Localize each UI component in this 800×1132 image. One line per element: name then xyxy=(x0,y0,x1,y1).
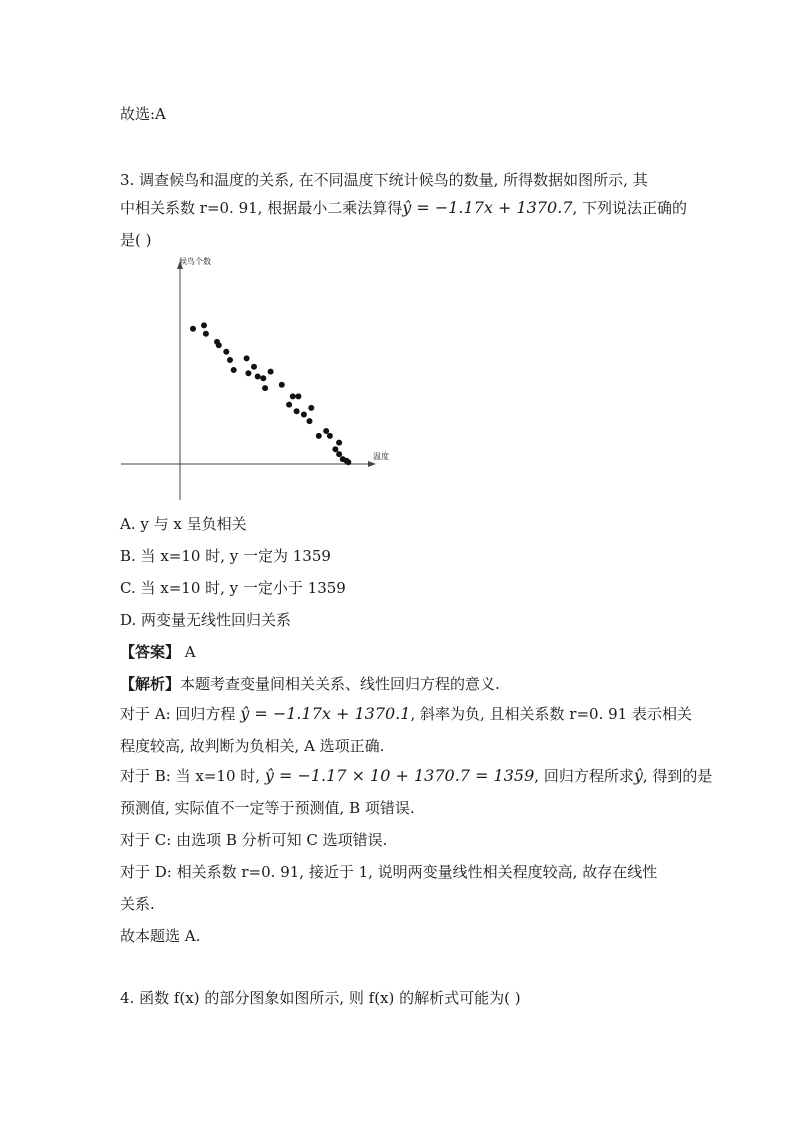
data-point-28 xyxy=(336,451,342,457)
data-point-7 xyxy=(231,367,237,373)
data-point-19 xyxy=(294,408,300,414)
data-point-17 xyxy=(290,393,296,399)
analysis-b-formula: ŷ = −1.17 × 10 + 1370.7 = 1359 xyxy=(264,766,535,785)
analysis-intro: 本题考查变量间相关关系、线性回归方程的意义. xyxy=(180,675,500,693)
data-point-31 xyxy=(345,459,351,465)
analysis-label: 【解析】 xyxy=(120,675,181,693)
data-point-15 xyxy=(279,382,285,388)
answer-label: 【答案】 xyxy=(120,643,181,661)
analysis-b-text-tail: , 得到的是 xyxy=(642,767,713,785)
data-point-22 xyxy=(308,405,314,411)
prev-answer: 故选:A xyxy=(120,105,166,123)
option-b: B. 当 x=10 时, y 一定为 1359 xyxy=(120,547,331,565)
analysis-a-line-1 xyxy=(120,704,692,724)
data-point-23 xyxy=(316,433,322,439)
x-axis xyxy=(121,461,376,467)
analysis-intro-line xyxy=(120,674,500,694)
analysis-b-text: 对于 B: 当 x=10 时, xyxy=(120,767,261,785)
scatter-chart xyxy=(115,255,405,505)
q3-stem-text: 中相关系数 r=0. 91, 根据最小二乘法算得 xyxy=(120,199,403,217)
analysis-a-text-tail: , 斜率为负, 且相关系数 r=0. 91 表示相关 xyxy=(410,705,692,723)
data-point-21 xyxy=(307,418,313,424)
data-point-0 xyxy=(190,326,196,332)
analysis-d-line-1: 对于 D: 相关系数 r=0. 91, 接近于 1, 说明两变量线性相关程度较高, 故存在线性 xyxy=(120,863,658,881)
data-point-18 xyxy=(295,393,301,399)
analysis-a-text: 对于 A: 回归方程 xyxy=(120,705,236,723)
analysis-b-line-2: 预测值, 实际值不一定等于预测值, B 项错误. xyxy=(120,799,415,817)
data-point-24 xyxy=(323,428,329,434)
analysis-a-formula: ŷ = −1.17x + 1370.1 xyxy=(240,704,411,723)
x-axis-label: 温度 xyxy=(373,452,389,461)
data-point-4 xyxy=(216,342,222,348)
q3-stem-line-2 xyxy=(120,198,687,218)
analysis-b-line-1 xyxy=(120,766,712,786)
q3-stem-line-1: 3. 调查候鸟和温度的关系, 在不同温度下统计候鸟的数量, 所得数据如图所示, 其 xyxy=(120,171,648,189)
conclusion-line: 故本题选 A. xyxy=(120,927,201,945)
answer-line xyxy=(120,642,196,662)
answer-value: A xyxy=(184,643,196,661)
data-point-8 xyxy=(244,355,250,361)
data-point-2 xyxy=(201,322,207,328)
data-points xyxy=(190,322,351,465)
q4-stem: 4. 函数 f(x) 的部分图象如图所示, 则 f(x) 的解析式可能为( ) xyxy=(120,989,521,1007)
option-a: A. y 与 x 呈负相关 xyxy=(120,515,247,533)
data-point-6 xyxy=(227,357,233,363)
regression-formula: ŷ = −1.17x + 1370.7 xyxy=(402,198,573,217)
analysis-b-text-mid: , 回归方程所求 xyxy=(534,767,634,785)
analysis-a-line-2: 程度较高, 故判断为负相关, A 选项正确. xyxy=(120,737,385,755)
y-axis-label: 候鸟个数 xyxy=(179,257,211,266)
data-point-25 xyxy=(327,433,333,439)
analysis-c-line: 对于 C: 由选项 B 分析可知 C 选项错误. xyxy=(120,831,388,849)
data-point-20 xyxy=(301,412,307,418)
analysis-b-yhat: ŷ xyxy=(633,766,643,785)
data-point-11 xyxy=(255,374,261,380)
option-d: D. 两变量无线性回归关系 xyxy=(120,611,292,629)
data-point-16 xyxy=(286,402,292,408)
analysis-d-line-2: 关系. xyxy=(120,895,155,913)
data-point-9 xyxy=(245,370,251,376)
data-point-13 xyxy=(268,369,274,375)
data-point-10 xyxy=(251,364,257,370)
data-point-26 xyxy=(332,446,338,452)
data-point-27 xyxy=(336,440,342,446)
data-point-12 xyxy=(260,375,266,381)
data-point-1 xyxy=(203,331,209,337)
q3-stem-text-tail: , 下列说法正确的 xyxy=(572,199,687,217)
option-c: C. 当 x=10 时, y 一定小于 1359 xyxy=(120,579,346,597)
q3-stem-line-3: 是( ) xyxy=(120,231,152,249)
data-point-14 xyxy=(262,385,268,391)
data-point-5 xyxy=(223,349,229,355)
